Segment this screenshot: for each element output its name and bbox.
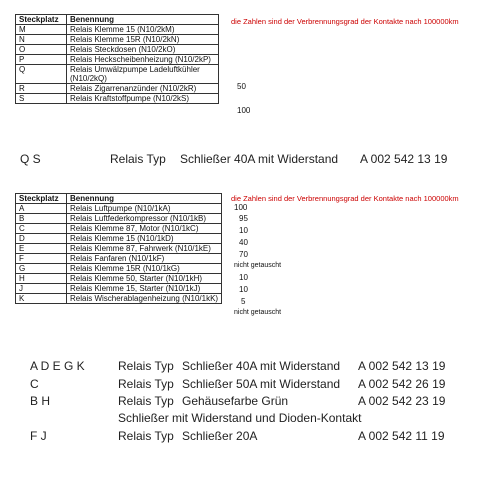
relay-table-1 bbox=[15, 14, 219, 104]
table-row bbox=[16, 234, 222, 244]
name-cell: Relais Heckscheibenheizung (N10/2kP) bbox=[67, 55, 219, 65]
relay-type: Schließer 40A mit Widerstand bbox=[182, 359, 341, 373]
table-row bbox=[16, 55, 219, 65]
relay-type-label: Relais Typ bbox=[118, 394, 174, 408]
name-cell: Relais Luftpumpe (N10/1kA) bbox=[67, 204, 222, 214]
column-header-slot: Steckplatz bbox=[16, 194, 67, 204]
table-header-row bbox=[16, 194, 222, 204]
name-cell: Relais Klemme 87, Fahrwerk (N10/1kE) bbox=[67, 244, 222, 254]
slot-cell: H bbox=[16, 274, 67, 284]
table-row bbox=[16, 274, 222, 284]
relay-type-label: Relais Typ bbox=[110, 152, 166, 166]
slot-cell: G bbox=[16, 264, 67, 274]
column-header-slot: Steckplatz bbox=[16, 15, 67, 25]
table-row bbox=[16, 25, 219, 35]
name-cell: Relais Steckdosen (N10/2kO) bbox=[67, 45, 219, 55]
part-number: A 002 542 11 19 bbox=[358, 429, 445, 443]
relay-type: Schließer 50A mit Widerstand bbox=[182, 377, 341, 391]
slot-list: Q S bbox=[20, 152, 41, 166]
slot-cell: N bbox=[16, 35, 67, 45]
wear-value: 50 bbox=[237, 82, 246, 91]
table-row bbox=[16, 284, 222, 294]
wear-value: 10 bbox=[239, 226, 248, 235]
part-number: A 002 542 13 19 bbox=[360, 152, 448, 166]
slot-cell: A bbox=[16, 204, 67, 214]
name-cell: Relais Klemme 87, Motor (N10/1kC) bbox=[67, 224, 222, 234]
slot-cell: F bbox=[16, 254, 67, 264]
wear-value: 40 bbox=[239, 238, 248, 247]
table-row bbox=[16, 254, 222, 264]
wear-value: 100 bbox=[237, 106, 251, 115]
summary-row bbox=[30, 359, 445, 373]
slot-cell: K bbox=[16, 294, 67, 304]
name-cell: Relais Klemme 15, Starter (N10/1kJ) bbox=[67, 284, 222, 294]
slot-cell: O bbox=[16, 45, 67, 55]
summary-row bbox=[118, 411, 361, 425]
slot-cell: P bbox=[16, 55, 67, 65]
summary-row bbox=[30, 377, 445, 391]
wear-value: 5 bbox=[241, 297, 246, 306]
wear-value: 10 bbox=[239, 273, 248, 282]
relay-type-label: Relais Typ bbox=[118, 377, 174, 391]
relay-type-label: Relais Typ bbox=[118, 429, 174, 443]
name-cell: Relais Klemme 50, Starter (N10/1kH) bbox=[67, 274, 222, 284]
slot-list: B H bbox=[30, 394, 51, 408]
relay-type: Schließer mit Widerstand und Dioden-Kontakt bbox=[118, 411, 362, 425]
table-row bbox=[16, 214, 222, 224]
slot-cell: D bbox=[16, 234, 67, 244]
name-cell: Relais Kraftstoffpumpe (N10/2kS) bbox=[67, 94, 219, 104]
name-cell: Relais Fanfaren (N10/1kF) bbox=[67, 254, 222, 264]
slot-cell: S bbox=[16, 94, 67, 104]
name-cell: Relais Klemme 15 (N10/1kD) bbox=[67, 234, 222, 244]
wear-value: 70 bbox=[239, 250, 248, 259]
relay-type-label: Relais Typ bbox=[118, 359, 174, 373]
table-row bbox=[16, 94, 219, 104]
table-row bbox=[16, 204, 222, 214]
column-header-name: Benennung bbox=[67, 15, 219, 25]
table-row bbox=[16, 224, 222, 234]
wear-note: die Zahlen sind der Verbrennungsgrad der Kontakte nach 100000km bbox=[231, 17, 459, 26]
relay-type: Gehäusefarbe Grün bbox=[182, 394, 289, 408]
slot-cell: R bbox=[16, 84, 67, 94]
wear-value: 10 bbox=[239, 285, 248, 294]
slot-cell: E bbox=[16, 244, 67, 254]
wear-value: nicht getauscht bbox=[234, 262, 282, 269]
name-cell: Relais Klemme 15R (N10/2kN) bbox=[67, 35, 219, 45]
slot-cell: C bbox=[16, 224, 67, 234]
relay-table-2 bbox=[15, 193, 222, 304]
part-number: A 002 542 23 19 bbox=[358, 394, 446, 408]
slot-list: A D E G K bbox=[30, 359, 85, 373]
table-row bbox=[16, 45, 219, 55]
relay-type: Schließer 40A mit Widerstand bbox=[180, 152, 339, 166]
slot-list: C bbox=[30, 377, 39, 391]
slot-cell: Q bbox=[16, 65, 67, 84]
part-number: A 002 542 26 19 bbox=[358, 377, 446, 391]
name-cell: Relais Klemme 15R (N10/1kG) bbox=[67, 264, 222, 274]
part-number: A 002 542 13 19 bbox=[358, 359, 446, 373]
wear-value: nicht getauscht bbox=[234, 309, 282, 316]
name-cell bbox=[67, 65, 219, 84]
slot-list: F J bbox=[30, 429, 47, 443]
name-cell: Relais Zigarrenanzünder (N10/2kR) bbox=[67, 84, 219, 94]
table-row bbox=[16, 84, 219, 94]
table-header-row bbox=[16, 15, 219, 25]
table-row bbox=[16, 294, 222, 304]
name-text: Relais Umwälzpumpe Ladeluftkühler (N10/2kQ) bbox=[70, 65, 200, 83]
relay-type: Schließer 20A bbox=[182, 429, 258, 443]
slot-cell: B bbox=[16, 214, 67, 224]
table-row bbox=[16, 244, 222, 254]
wear-value: 100 bbox=[234, 203, 248, 212]
name-cell: Relais Wischerablagenheizung (N10/1kK) bbox=[67, 294, 222, 304]
name-cell: Relais Luftfederkompressor (N10/1kB) bbox=[67, 214, 222, 224]
wear-value: 95 bbox=[239, 214, 248, 223]
column-header-name: Benennung bbox=[67, 194, 222, 204]
table-row bbox=[16, 35, 219, 45]
table-row bbox=[16, 264, 222, 274]
relay-type-line bbox=[20, 152, 447, 166]
summary-row bbox=[30, 394, 445, 408]
summary-row bbox=[30, 429, 445, 443]
name-cell: Relais Klemme 15 (N10/2kM) bbox=[67, 25, 219, 35]
table-row bbox=[16, 65, 219, 84]
slot-cell: M bbox=[16, 25, 67, 35]
slot-cell: J bbox=[16, 284, 67, 294]
wear-note: die Zahlen sind der Verbrennungsgrad der Kontakte nach 100000km bbox=[231, 194, 459, 203]
